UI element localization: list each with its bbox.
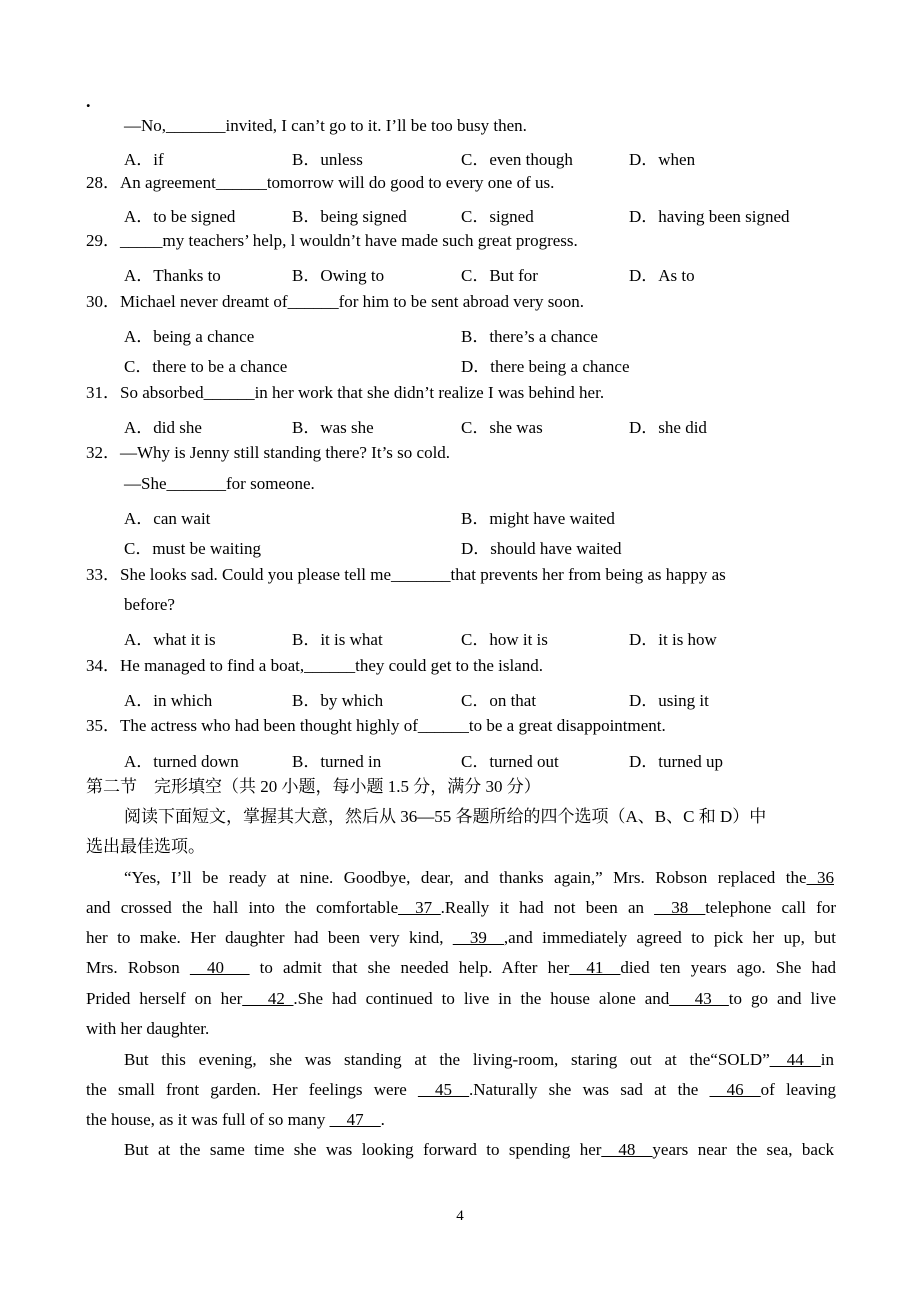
q31-number: 31． [86, 383, 120, 402]
q33-option-d: D．it is how [629, 630, 717, 649]
q29-stem [86, 231, 578, 251]
passage-text: .Really it had not been an [440, 898, 655, 917]
passage-text: with her daughter. [86, 1019, 210, 1038]
section-instructions: 阅读下面短文，掌握其大意，然后从 36—55 各题所给的四个选项（A、B、C 和 D）中 [124, 807, 767, 826]
q34-option-a: A．in which [124, 691, 213, 710]
q34-number: 34． [86, 656, 120, 675]
cloze-blank: __41__ [569, 958, 621, 977]
q30-option-c: C．there to be a chance [124, 357, 288, 376]
passage-text: her to make. Her daughter had been very kind, [86, 928, 453, 947]
q34-option-b: B．by which [292, 691, 384, 710]
q35-stem [86, 716, 666, 736]
q27-reply-pre: —No, [124, 116, 167, 135]
passage-text: telephone call for [705, 898, 836, 917]
p2-line-2 [86, 1080, 836, 1100]
q27-reply [124, 116, 527, 136]
q31-stem-post: in her work that she didn’t realize I was behind her. [254, 383, 605, 402]
q31-option-c: C．she was [461, 418, 543, 437]
q29-option-a: A．Thanks to [124, 266, 221, 285]
passage-text: of leaving [760, 1080, 836, 1099]
passage-text: years near the sea, back [652, 1140, 834, 1159]
q29-option-d: D．As to [629, 266, 695, 285]
q29-option-c: C．But for [461, 266, 538, 285]
q27-option-b: B．unless [292, 150, 363, 169]
q28-blank: ______ [215, 173, 267, 192]
q33-stem-continued: before? [124, 595, 175, 614]
passage-text: “Yes, I’ll be ready at nine. Goodbye, dear, and thanks again,” Mrs. Robson replaced the [124, 868, 807, 887]
q32-question-line: —Why is Jenny still standing there? It’s so cold. [120, 443, 451, 462]
q27-option-d: D．when [629, 150, 696, 169]
passage-text: to admit that she needed help. After her [249, 958, 570, 977]
q32-reply [124, 474, 315, 494]
q33-option-c: C．how it is [461, 630, 548, 649]
passage-text: Mrs. Robson [86, 958, 190, 977]
q30-number: 30． [86, 292, 120, 311]
cloze-blank: __48__ [601, 1140, 653, 1159]
cloze-blank: ___42_ [242, 989, 294, 1008]
q32-number: 32． [86, 443, 120, 462]
q33-stem-pre: She looks sad. Could you please tell me [120, 565, 392, 584]
q31-stem-pre: So absorbed [120, 383, 204, 402]
q28-stem-post: tomorrow will do good to every one of us. [266, 173, 555, 192]
q30-stem [86, 292, 584, 312]
p2-line-3 [86, 1110, 836, 1130]
cloze-blank: __45__ [418, 1080, 470, 1099]
q34-option-c: C．on that [461, 691, 537, 710]
passage-text: .Naturally she was sad at the [469, 1080, 710, 1099]
q29-blank: _____ [120, 231, 163, 250]
q33-option-a: A．what it is [124, 630, 216, 649]
q29-option-b: B．Owing to [292, 266, 385, 285]
cloze-blank: __37_ [398, 898, 441, 917]
q35-option-d: D．turned up [629, 752, 723, 771]
passage-text: Prided herself on her [86, 989, 243, 1008]
q30-stem-pre: Michael never dreamt of [120, 292, 288, 311]
q28-option-b: B．being signed [292, 207, 407, 226]
q35-stem-post: to be a great disappointment. [468, 716, 666, 735]
q31-option-b: B．was she [292, 418, 374, 437]
passage-text: to go and live [728, 989, 837, 1008]
q33-blank: _______ [391, 565, 451, 584]
page-number: 4 [456, 1208, 464, 1224]
q31-option-a: A．did she [124, 418, 202, 437]
p1-line-3 [86, 928, 836, 948]
q28-stem [86, 173, 554, 193]
cloze-blank: ___43__ [669, 989, 729, 1008]
cloze-blank: __40___ [189, 958, 250, 977]
bullet-dot: . [86, 91, 91, 111]
q35-stem-pre: The actress who had been thought highly of [120, 716, 418, 735]
passage-text: But this evening, she was standing at the living-room, staring out at the“SOLD” [124, 1050, 770, 1069]
cloze-blank: __44__ [769, 1050, 821, 1069]
cloze-blank: __39__ [452, 928, 504, 947]
q30-option-a: A．being a chance [124, 327, 255, 346]
q30-option-b: B．there’s a chance [461, 327, 598, 346]
q27-option-a: A．if [124, 150, 164, 169]
p1-line-2 [86, 898, 836, 918]
passage-text: the small front garden. Her feelings were [86, 1080, 419, 1099]
passage-text: the house, as it was full of so many [86, 1110, 330, 1129]
q35-number: 35． [86, 716, 120, 735]
passage-text: died ten years ago. She had [620, 958, 836, 977]
q33-option-b: B．it is what [292, 630, 383, 649]
q35-option-a: A．turned down [124, 752, 239, 771]
q32-option-b: B．might have waited [461, 509, 615, 528]
q34-blank: ______ [304, 656, 356, 675]
q28-option-d: D．having been signed [629, 207, 790, 226]
p1-line-6 [86, 1019, 836, 1039]
q34-stem [86, 656, 543, 676]
q30-option-d: D．there being a chance [461, 357, 630, 376]
q33-stem [86, 565, 726, 585]
q31-stem [86, 383, 604, 403]
p1-line-5 [86, 989, 836, 1009]
q28-stem-pre: An agreement [120, 173, 216, 192]
q30-blank: ______ [287, 292, 339, 311]
q34-stem-post: they could get to the island. [355, 656, 544, 675]
q35-blank: ______ [417, 716, 469, 735]
q27-option-c: C．even though [461, 150, 573, 169]
passage-text: and crossed the hall into the comfortable [86, 898, 399, 917]
p2-line-1 [124, 1050, 834, 1070]
q33-number: 33． [86, 565, 120, 584]
passage-text: . [380, 1110, 385, 1129]
passage-text: in [820, 1050, 834, 1069]
q31-option-d: D．she did [629, 418, 707, 437]
q30-stem-post: for him to be sent abroad very soon. [338, 292, 585, 311]
q32-option-d: D．should have waited [461, 539, 622, 558]
q28-option-a: A．to be signed [124, 207, 236, 226]
q29-number: 29． [86, 231, 120, 250]
cloze-blank: __47__ [329, 1110, 381, 1129]
q33-stem-post: that prevents her from being as happy as [450, 565, 726, 584]
q28-number: 28． [86, 173, 120, 192]
cloze-blank: __38__ [654, 898, 706, 917]
p3-line-1 [124, 1140, 834, 1160]
section-instructions-cont: 选出最佳选项。 [86, 837, 205, 856]
section-title: 第二节 完形填空（共 20 小题，每小题 1.5 分，满分 30 分） [86, 777, 541, 796]
passage-text: .She had continued to live in the house alone and [293, 989, 670, 1008]
q34-option-d: D．using it [629, 691, 709, 710]
q34-stem-pre: He managed to find a boat, [120, 656, 305, 675]
q32-option-c: C．must be waiting [124, 539, 261, 558]
cloze-blank: 36 [806, 868, 834, 887]
q28-option-c: C．signed [461, 207, 534, 226]
passage-text: ,and immediately agreed to pick her up, but [503, 928, 836, 947]
q27-reply-post: invited, I can’t go to it. I’ll be too busy then. [225, 116, 527, 135]
p1-line-4 [86, 958, 836, 978]
q31-blank: ______ [203, 383, 255, 402]
q32-reply-post: for someone. [226, 474, 315, 493]
q35-option-b: B．turned in [292, 752, 382, 771]
q32-stem [86, 443, 450, 463]
q29-stem-post: my teachers’ help, l wouldn’t have made such great progress. [162, 231, 578, 250]
q32-blank: _______ [166, 474, 226, 493]
p1-line-1 [124, 868, 834, 888]
q27-blank: _______ [166, 116, 226, 135]
passage-text: But at the same time she was looking forward to spending her [124, 1140, 602, 1159]
q32-reply-pre: —She [124, 474, 167, 493]
cloze-blank: __46__ [709, 1080, 761, 1099]
q35-option-c: C．turned out [461, 752, 559, 771]
q32-option-a: A．can wait [124, 509, 211, 528]
